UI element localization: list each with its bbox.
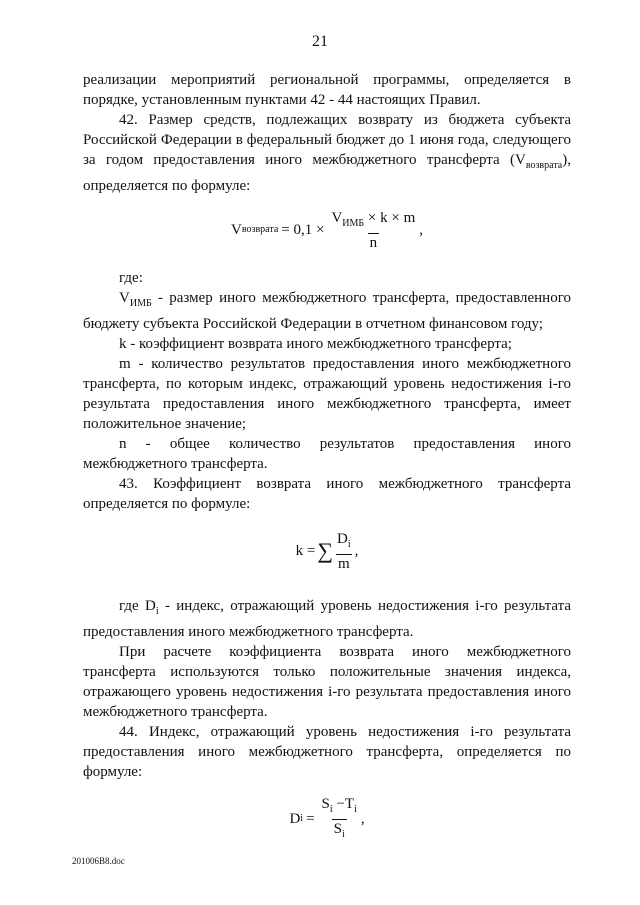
formula-return-amount: V возврата = 0,1 × $\frac{V_{ИМБ} \times k \times m}{n}$ , (231, 209, 423, 251)
paragraph-calculation: При расчете коэффициента возврата иного межбюджетного трансферта используются только положительные значения индекса, отражающего уровень недостижения i-го результата предоставления иного межбюджетного трансферта. (83, 644, 571, 720)
definition-k: k - коэффициент возврата иного межбюджетного трансферта; (119, 336, 512, 352)
paragraph-continuation: реализации мероприятий региональной программы, определяется в порядке, установленным пунктами 42 - 44 настоящих Правил. (83, 72, 571, 108)
definition-n: n - общее количество результатов предоставления иного межбюджетного трансферта. (83, 436, 571, 472)
file-name-footer: 201006B8.doc (72, 856, 125, 866)
paragraph-42: 42. Размер средств, подлежащих возврату из бюджета субъекта Российской Федерации в федеральный бюджет до 1 июня года, следующего за годом предоставления иного межбюджетного трансферта $(V_{возврата})$, определяется по формуле: (83, 112, 571, 194)
formula-index: D i = $\frac{S_i -T_i}{S_i}$ , (83, 782, 571, 856)
formula-return-coefficient: k = ∑ $\frac{D_i}{m}$ , (295, 530, 359, 572)
paragraph-44: 44. Индекс, отражающий уровень недостижения i-го результата предоставления иного межбюджетного трансферта, определяется по формуле: (83, 724, 571, 780)
definition-v-imb: $V_{ИМБ}$ - размер иного межбюджетного трансферта, предоставленного бюджету субъекта Российской Федерации в отчетном финансовом году; (83, 290, 571, 332)
definition-d: где $D_i$ - индекс, отражающий уровень недостижения i-го результата предоставления иного межбюджетного трансферта. (83, 598, 571, 640)
document-body (83, 70, 571, 856)
definition-m: m - количество результатов предоставления иного межбюджетного трансферта, по которым индекс, отражающий уровень недостижения i-го результата предоставления иного межбюджетного трансферта, имеет положительное значение; (83, 356, 571, 432)
page-number: 21 (312, 33, 328, 50)
paragraph-43: 43. Коэффициент возврата иного межбюджетного трансферта определяется по формуле: (83, 476, 571, 512)
where-label: где: (119, 270, 143, 286)
